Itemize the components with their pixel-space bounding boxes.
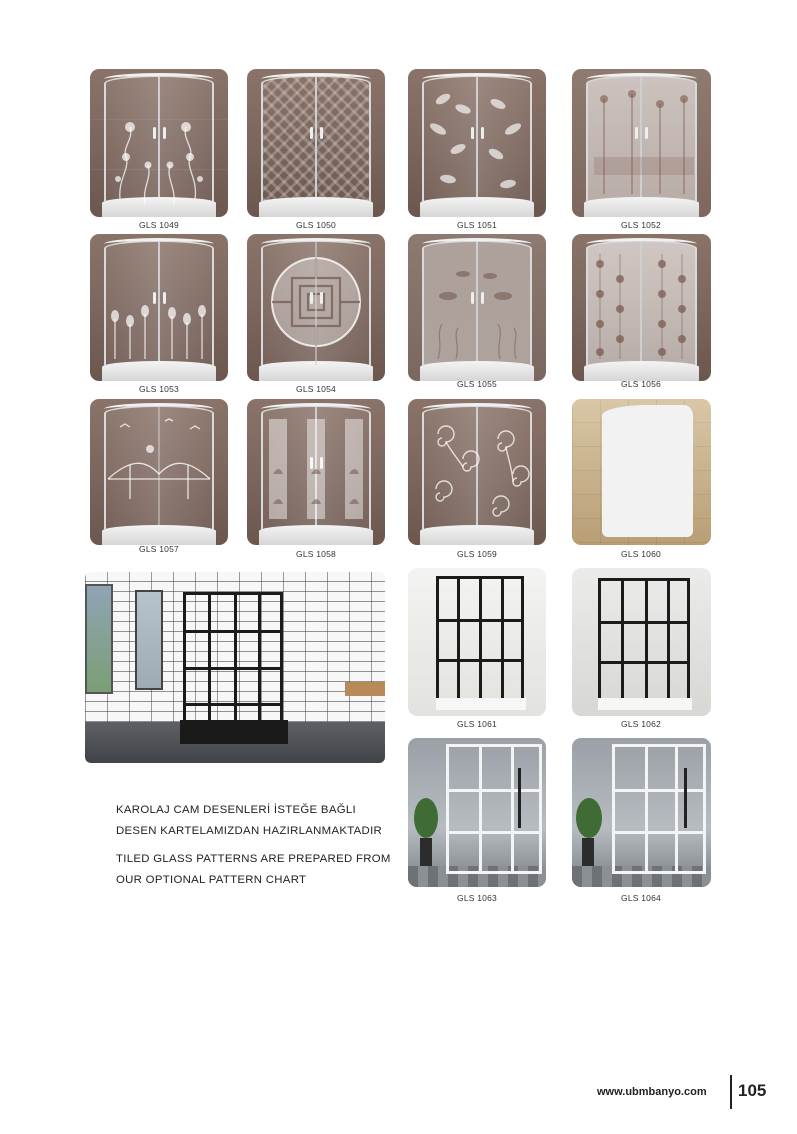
website-link[interactable]: www.ubmbanyo.com <box>597 1086 707 1098</box>
product-code: GLS 1054 <box>296 384 336 394</box>
product-photo-gls-1063 <box>408 738 546 887</box>
floral-pattern-icon <box>90 69 228 217</box>
product-code: GLS 1060 <box>621 549 661 559</box>
product-photo-gls-1061 <box>408 568 546 716</box>
product-photo-gls-1055 <box>408 234 546 381</box>
product-photo-gls-1051 <box>408 69 546 217</box>
product-code: GLS 1055 <box>457 379 497 389</box>
tulip-pattern-icon <box>90 234 228 381</box>
product-code: GLS 1063 <box>457 893 497 903</box>
footer-divider <box>730 1075 732 1109</box>
bridge-pattern-icon <box>90 399 228 545</box>
product-code: GLS 1050 <box>296 220 336 230</box>
product-code: GLS 1058 <box>296 549 336 559</box>
product-photo-gls-1056 <box>572 234 711 381</box>
leaf-pattern-icon <box>408 69 546 217</box>
product-code: GLS 1061 <box>457 719 497 729</box>
product-code: GLS 1062 <box>621 719 661 729</box>
tall-flower-pattern-icon <box>572 69 711 217</box>
note-english-line-2: OUR OPTIONAL PATTERN CHART <box>116 874 307 886</box>
swan-pattern-icon <box>247 399 385 545</box>
product-photo-gls-1052 <box>572 69 711 217</box>
note-english-line-1: TILED GLASS PATTERNS ARE PREPARED FROM <box>116 853 391 865</box>
large-bathroom-photo <box>85 572 385 763</box>
product-code: GLS 1052 <box>621 220 661 230</box>
product-photo-gls-1062 <box>572 568 711 716</box>
product-photo-gls-1064 <box>572 738 711 887</box>
product-code: GLS 1051 <box>457 220 497 230</box>
fish-pattern-icon <box>408 234 546 381</box>
product-code: GLS 1064 <box>621 893 661 903</box>
product-photo-gls-1053 <box>90 234 228 381</box>
product-code: GLS 1056 <box>621 379 661 389</box>
dot-column-pattern-icon <box>572 234 711 381</box>
product-code: GLS 1053 <box>139 384 179 394</box>
note-turkish-line-2: DESEN KARTELAMIZDAN HAZIRLANMAKTADIR <box>116 825 383 837</box>
product-photo-gls-1050 <box>247 69 385 217</box>
product-photo-gls-1059 <box>408 399 546 545</box>
product-photo-gls-1054 <box>247 234 385 381</box>
product-code: GLS 1057 <box>139 544 179 554</box>
product-code: GLS 1059 <box>457 549 497 559</box>
product-photo-gls-1049 <box>90 69 228 217</box>
product-photo-gls-1058 <box>247 399 385 545</box>
product-code: GLS 1049 <box>139 220 179 230</box>
product-photo-gls-1057 <box>90 399 228 545</box>
note-turkish-line-1: KAROLAJ CAM DESENLERİ İSTEĞE BAĞLI <box>116 804 356 816</box>
swirl-pattern-icon <box>408 399 546 545</box>
page-number: 105 <box>738 1081 767 1100</box>
product-photo-gls-1060 <box>572 399 711 545</box>
